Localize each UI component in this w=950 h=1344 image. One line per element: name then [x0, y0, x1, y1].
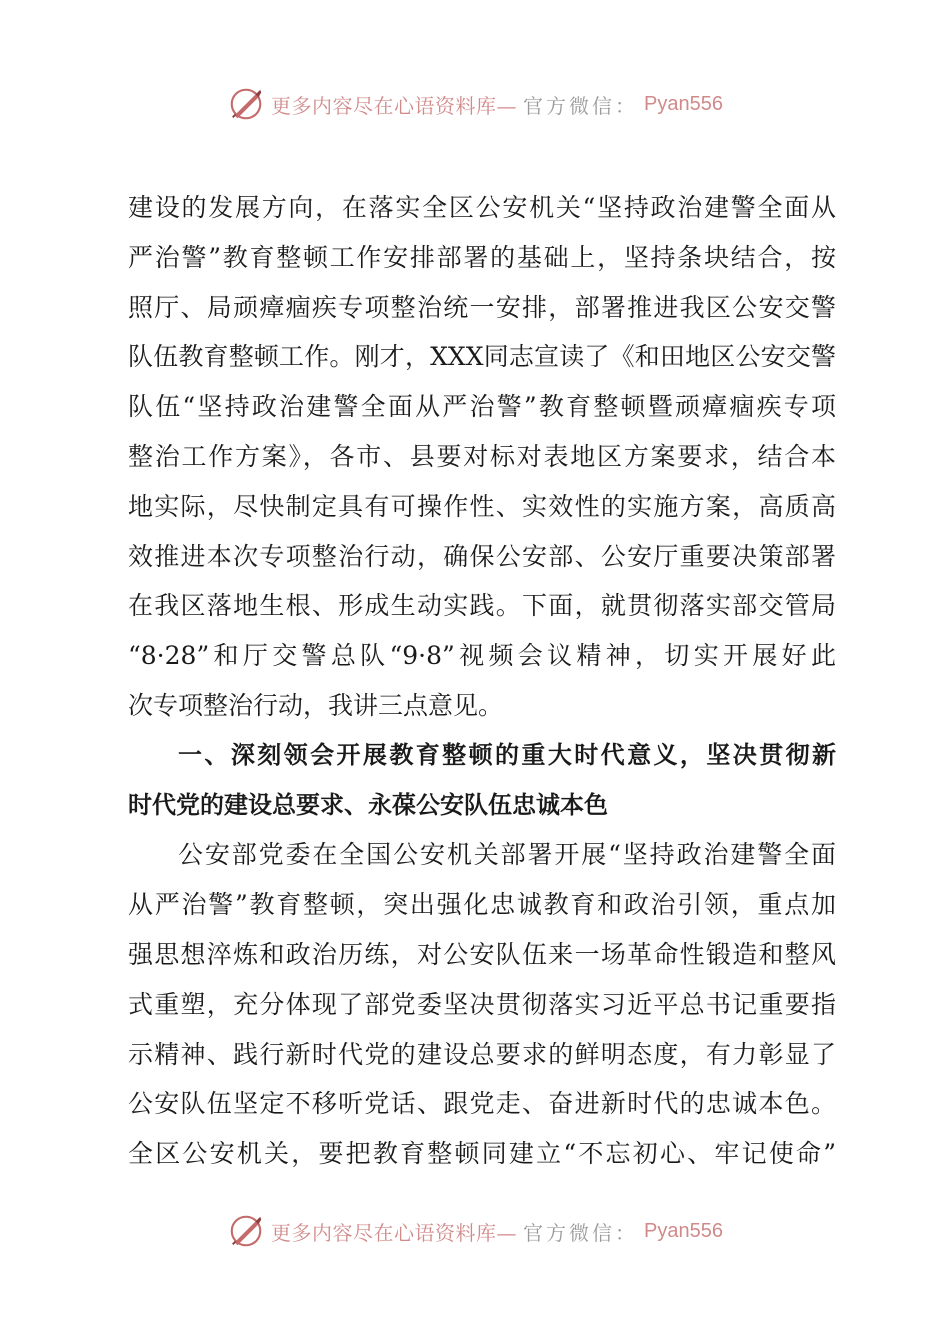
paragraph-line: 公安队伍坚定不移听党话、跟党走、奋进新时代的忠诚本色。: [128, 1089, 836, 1119]
watermark-wechat-label: 官方微信：: [523, 1220, 639, 1245]
watermark-brand-text: 更多内容尽在心语资料库—: [271, 93, 518, 118]
paragraph-line: 示精神、践行新时代党的建设总要求的鲜明态度，有力彰显了: [128, 1039, 836, 1069]
paragraph-line: 式重塑，充分体现了部党委坚决贯彻落实习近平总书记重要指: [128, 989, 836, 1019]
body-text: [128, 183, 836, 1179]
paragraph-line: 建设的发展方向，在落实全区公安机关“坚持政治建警全面从: [128, 193, 836, 222]
paragraph-line: 队伍“坚持政治建警全面从严治警”教育整顿暨顽瘴痼疾专项: [128, 392, 836, 422]
watermark-wechat-id: Pyan556: [644, 1219, 723, 1242]
watermark-wechat-label: 官方微信：: [523, 93, 639, 118]
paragraph-line: 公安部党委在全国公安机关部署开展“坚持政治建警全面: [178, 840, 836, 870]
section-heading-line: 时代党的建设总要求、永葆公安队伍忠诚本色: [128, 790, 608, 819]
watermark-wechat-id: Pyan556: [644, 92, 723, 115]
paragraph-line: 在我区落地生根、形成生动实践。下面，就贯彻落实部交管局: [128, 591, 836, 621]
watermark-brand-text: 更多内容尽在心语资料库—: [271, 1220, 518, 1245]
quill-pen-logo-icon: [227, 1212, 265, 1250]
paragraph-line: “8·28”和厅交警总队“9·8”视频会议精神，切实开展好此: [128, 641, 836, 671]
section-heading-line: 一、深刻领会开展教育整顿的重大时代意义，坚决贯彻新: [178, 740, 836, 769]
quill-pen-logo-icon: [227, 85, 265, 123]
paragraph-line: 效推进本次专项整治行动，确保公安部、公安厅重要决策部署: [128, 541, 836, 571]
paragraph-line: 队伍教育整顿工作。刚才，XXX同志宣读了《和田地区公安交警: [128, 342, 836, 372]
paragraph-line: 强思想淬炼和政治历练，对公安队伍来一场革命性锻造和整风: [128, 939, 836, 969]
paragraph-line: 整治工作方案》，各市、县要对标对表地区方案要求，结合本: [128, 441, 836, 471]
footer-watermark: [0, 1209, 950, 1253]
paragraph-line: 地实际，尽快制定具有可操作性、实效性的实施方案，高质高: [128, 491, 836, 521]
paragraph-line: 全区公安机关，要把教育整顿同建立“不忘初心、牢记使命”: [128, 1139, 836, 1169]
paragraph-line: 次专项整治行动，我讲三点意见。: [128, 690, 504, 720]
paragraph-line: 照厅、局顽瘴痼疾专项整治统一安排，部署推进我区公安交警: [128, 292, 836, 322]
paragraph-line: 从严治警”教育整顿，突出强化忠诚教育和政治引领，重点加: [128, 890, 836, 920]
header-watermark: [0, 82, 950, 126]
paragraph-line: 严治警”教育整顿工作安排部署的基础上，坚持条块结合，按: [128, 242, 836, 272]
